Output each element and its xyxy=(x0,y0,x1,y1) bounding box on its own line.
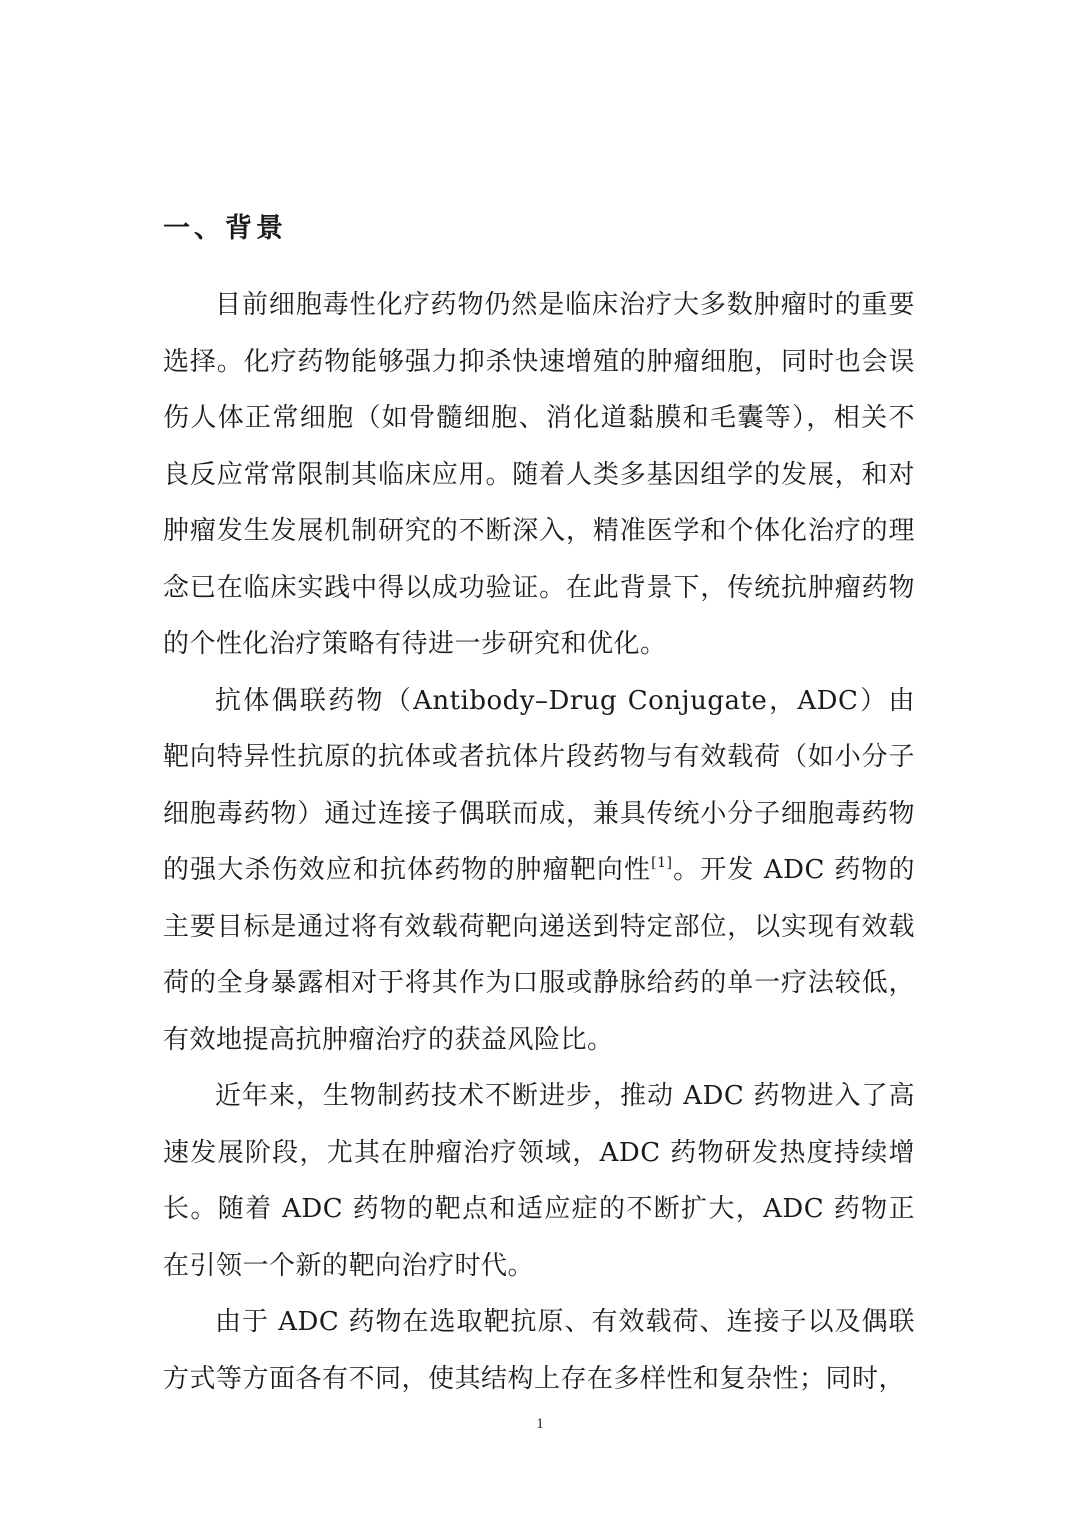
citation-reference: [1] xyxy=(651,855,673,871)
paragraph-structural-diversity: 由于 ADC 药物在选取靶抗原、有效载荷、连接子以及偶联方式等方面各有不同，使其结构上存在多样性和复杂性；同时， xyxy=(163,1307,915,1394)
paragraph-adc-definition xyxy=(163,673,915,1069)
paragraph-adc-definition-continued: 。开发 ADC 药物的主要目标是通过将有效载荷靶向递送到特定部位，以实现有效载荷的全身暴露相对于将其作为口服或静脉给药的单一疗法较低，有效地提高抗肿瘤治疗的获益风险比。 xyxy=(163,855,915,1055)
paragraph-cytotoxic-chemotherapy: 目前细胞毒性化疗药物仍然是临床治疗大多数肿瘤时的重要选择。化疗药物能够强力抑杀快速增殖的肿瘤细胞，同时也会误伤人体正常细胞（如骨髓细胞、消化道黏膜和毛囊等），相关不良反应常常限制其临床应用。随着人类多基因组学的发展，和对肿瘤发生发展机制研究的不断深入，精准医学和个体化治疗的理念已在临床实践中得以成功验证。在此背景下，传统抗肿瘤药物的个性化治疗策略有待进一步研究和优化。 xyxy=(163,290,915,659)
page-number: 1 xyxy=(536,1416,544,1432)
paragraph-adc-definition-text: 抗体偶联药物（Antibody–Drug Conjugate，ADC）由靶向特异性抗原的抗体或者抗体片段药物与有效载荷（如小分子细胞毒药物）通过连接子偶联而成，兼具传统小分子细胞毒药物的强大杀伤效应和抗体药物的肿瘤靶向性 xyxy=(163,685,915,885)
body-text xyxy=(163,277,915,1407)
paragraph-recent-development: 近年来，生物制药技术不断进步，推动 ADC 药物进入了高速发展阶段，尤其在肿瘤治疗领域，ADC 药物研发热度持续增长。随着 ADC 药物的靶点和适应症的不断扩大，ADC 药物正在引领一个新的靶向治疗时代。 xyxy=(163,1081,915,1281)
section-heading: 一、背景 xyxy=(163,213,287,244)
